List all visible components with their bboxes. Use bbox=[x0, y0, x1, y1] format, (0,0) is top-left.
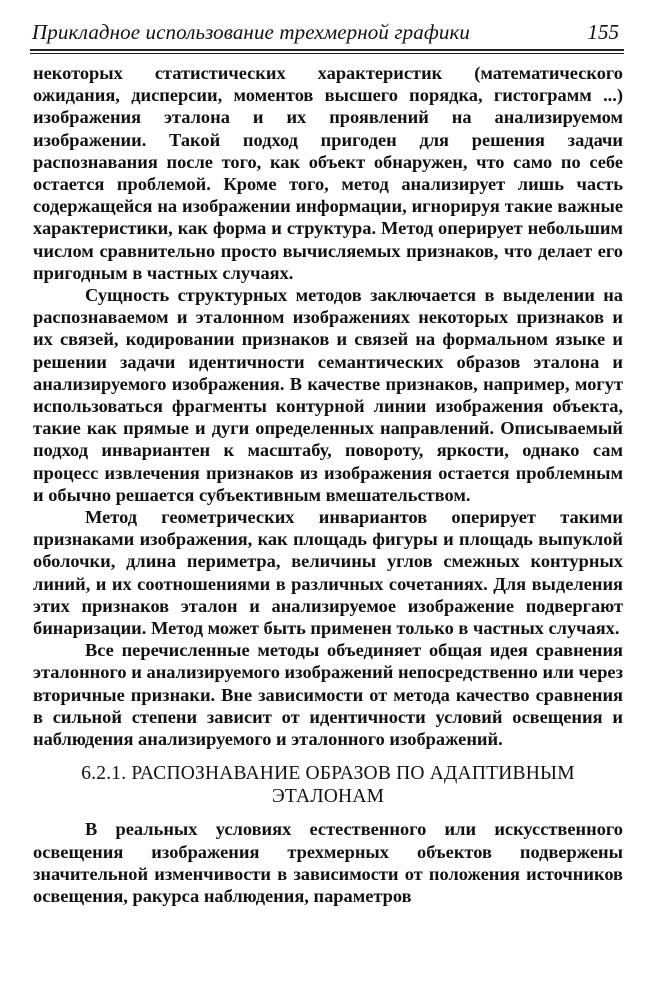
page-number: 155 bbox=[587, 20, 619, 44]
section-heading-line-2: ЭТАЛОНАМ bbox=[271, 786, 385, 808]
running-header bbox=[30, 20, 625, 46]
body-text bbox=[33, 62, 623, 907]
header-rule bbox=[30, 49, 624, 54]
paragraph-2: Сущность структурных методов заключается в выделении на распознаваемом и эталонном изображениях некоторых признаков и их связей, кодировании признаков и связей на формальном языке и решении задачи идентичности семантических образов эталона и анализируемого изображения. В качестве признаков, например, могут использоваться фрагменты контурной линии изображения объекта, такие как прямые и дуги определенных направлений. Описываемый подход инвариантен к масштабу, повороту, яркости, однако сам процесс извлечения признаков из изображения остается проблемным и обычно решается субъективным вмешательством. bbox=[33, 285, 623, 505]
section-heading-line-1: 6.2.1. РАСПОЗНАВАНИЕ ОБРАЗОВ ПО АДАПТИВНЫМ bbox=[81, 763, 575, 785]
paragraph-1: некоторых статистических характеристик (математического ожидания, дисперсии, моментов высшего порядка, гистограмм ...) изображения эталона и их проявлений на анализируемом изображении. Такой подход пригоден для решения задачи распознавания после того, как объект обнаружен, что само по себе остается проблемой. Кроме того, метод анализирует лишь часть содержащейся на изображении информации, игнорируя такие важные характеристики, как форма и структура. Метод оперирует небольшим числом сравнительно просто вычисляемых признаков, что делает его пригодным в частных случаях. bbox=[33, 63, 623, 283]
paragraph-4: Все перечисленные методы объединяет общая идея сравнения эталонного и анализируемого изображений непосредственно или через вторичные признаки. Вне зависимости от метода качество сравнения в сильной степени зависит от идентичности условий освещения и наблюдения анализируемого и эталонного изображений. bbox=[33, 640, 623, 750]
section-paragraph-1: В реальных условиях естественного или искусственного освещения изображения трехмерных объектов подвержены значительной изменчивости в зависимости от положения источников освещения, ракурса наблюдения, параметров bbox=[33, 819, 623, 906]
paragraph-3: Метод геометрических инвариантов оперирует такими признаками изображения, как площадь фигуры и площадь выпуклой оболочки, длина периметра, величины углов смежных контурных линий, и их соотношениями в различных сочетаниях. Для выделения этих признаков эталон и анализируемое изображение подвергают бинаризации. Метод может быть применен только в частных случаях. bbox=[33, 507, 623, 639]
section-heading bbox=[33, 762, 623, 808]
running-header-title: Прикладное использование трехмерной графики bbox=[32, 20, 470, 44]
